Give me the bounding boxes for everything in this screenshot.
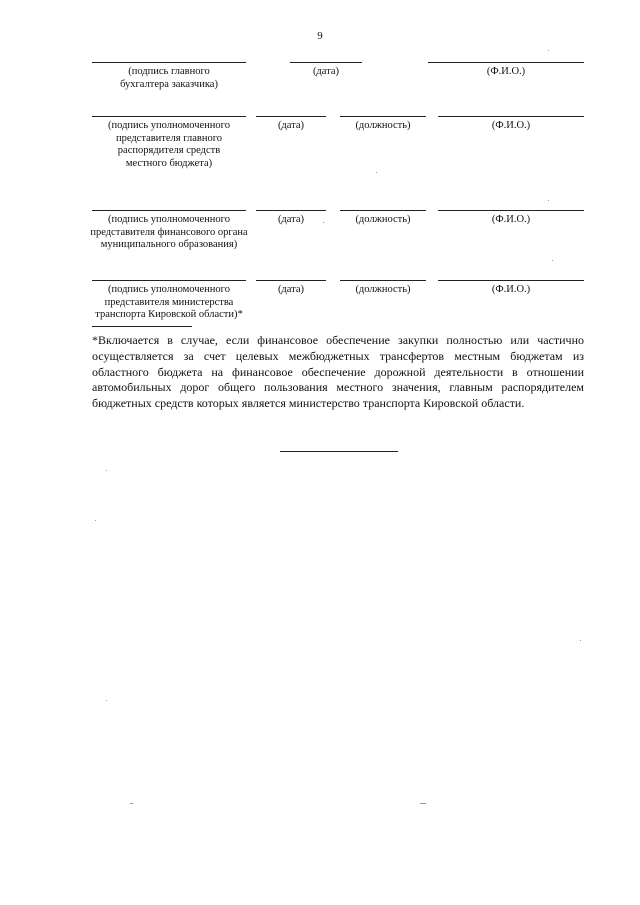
signer-caption: (подпись главного бухгалтера заказчика) [120, 66, 218, 90]
name-line [438, 210, 584, 211]
date-line [256, 280, 326, 281]
date-caption: (дата) [277, 214, 305, 225]
name-caption: (Ф.И.О.) [491, 284, 531, 295]
name-caption: (Ф.И.О.) [486, 66, 526, 77]
scan-speck [548, 50, 549, 51]
name-caption: (Ф.И.О.) [491, 120, 531, 131]
signer-caption: (подпись уполномоченного представителя главного распорядителя средств местного бюджета) [108, 120, 230, 169]
signature-line [92, 116, 246, 117]
scan-speck [106, 700, 107, 701]
date-caption: (дата) [312, 66, 340, 77]
signature-line [92, 280, 246, 281]
signature-line [92, 210, 246, 211]
date-line [256, 210, 326, 211]
signer-caption: (подпись уполномоченного представителя министерства транспорта Кировской области)* [95, 284, 243, 320]
position-line [340, 116, 426, 117]
position-line [340, 280, 426, 281]
date-line [256, 116, 326, 117]
signer-caption: (подпись уполномоченного представителя финансового органа муниципального образования) [90, 214, 248, 250]
page-number: 9 [317, 30, 323, 42]
end-of-document-rule [280, 451, 398, 452]
date-caption: (дата) [277, 120, 305, 131]
date-caption: (дата) [277, 284, 305, 295]
position-caption: (должность) [355, 120, 411, 131]
scan-speck [323, 222, 324, 223]
scan-speck [95, 520, 96, 521]
scan-speck [420, 803, 426, 804]
scan-speck [548, 200, 549, 201]
signature-row-budget-manager [0, 116, 640, 186]
position-line [340, 210, 426, 211]
position-caption: (должность) [355, 214, 411, 225]
scan-speck [130, 803, 133, 804]
scan-speck [552, 260, 553, 261]
signature-row-finance-body [0, 210, 640, 280]
name-caption: (Ф.И.О.) [491, 214, 531, 225]
scan-speck [376, 172, 377, 173]
footnote-text: *Включается в случае, если финансовое обеспечение закупки полностью или частично осуществляется за счет целевых межбюджетных трансфертов местным бюджетам из областного бюджета на финансовое обеспечение дорожной деятельности в отношении автомобильных дорог общего пользования местного значения, главным распорядителем бюджетных средств которых является министерство транспорта Кировской области. [92, 333, 584, 411]
position-caption: (должность) [355, 284, 411, 295]
name-line [438, 116, 584, 117]
scan-speck [106, 470, 107, 471]
signature-line [92, 62, 246, 63]
scan-speck [580, 640, 581, 641]
date-line [290, 62, 362, 63]
footnote-separator [92, 326, 192, 327]
name-line [428, 62, 584, 63]
name-line [438, 280, 584, 281]
